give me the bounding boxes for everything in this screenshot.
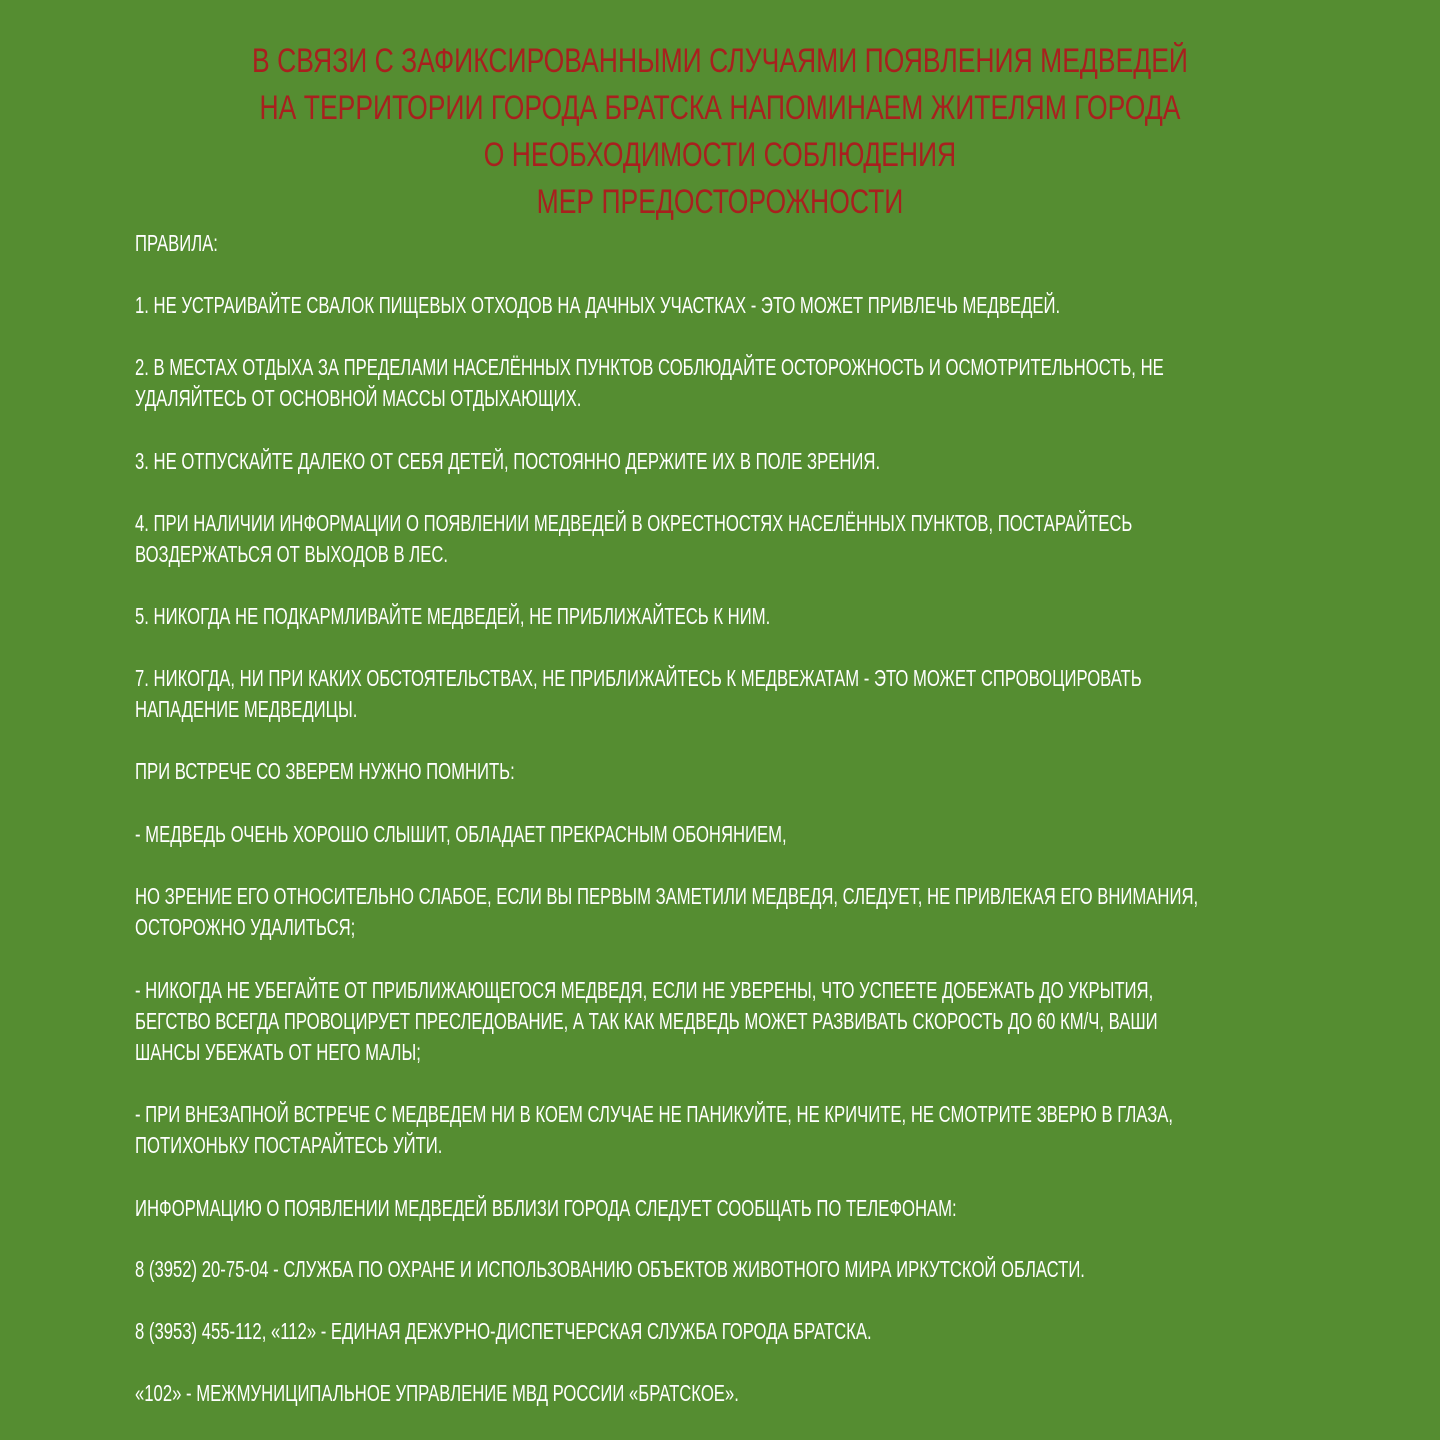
rule-item-7 [135, 663, 1295, 725]
encounter-item-3 [135, 975, 1295, 1068]
rule-item-2 [135, 352, 1295, 414]
contact-line: 8 (3953) 455-112, «112» - ЕДИНАЯ ДЕЖУРНО-ДИСПЕТЧЕРСКАЯ СЛУЖБА ГОРОДА БРАТСКА. [135, 1318, 872, 1344]
rule-line: ВОЗДЕРЖАТЬСЯ ОТ ВЫХОДОВ В ЛЕС. [135, 541, 449, 567]
encounter-line: ПОТИХОНЬКУ ПОСТАРАЙТЕСЬ УЙТИ. [135, 1132, 443, 1158]
encounter-line: ОСТОРОЖНО УДАЛИТЬСЯ; [135, 914, 356, 940]
rule-line: 3. НЕ ОТПУСКАЙТЕ ДАЛЕКО ОТ СЕБЯ ДЕТЕЙ, ПОСТОЯННО ДЕРЖИТЕ ИХ В ПОЛЕ ЗРЕНИЯ. [135, 448, 881, 474]
encounter-line: - НИКОГДА НЕ УБЕГАЙТЕ ОТ ПРИБЛИЖАЮЩЕГОСЯ МЕДВЕДЯ, ЕСЛИ НЕ УВЕРЕНЫ, ЧТО УСПЕЕТЕ ДОБЕЖАТЬ ДО УКРЫТИЯ, [135, 977, 1154, 1003]
title-line: В СВЯЗИ С ЗАФИКСИРОВАННЫМИ СЛУЧАЯМИ ПОЯВЛЕНИЯ МЕДВЕДЕЙ [252, 42, 1188, 80]
encounter-heading-text: ПРИ ВСТРЕЧЕ СО ЗВЕРЕМ НУЖНО ПОМНИТЬ: [135, 758, 515, 784]
contact-line: 8 (3952) 20-75-04 - СЛУЖБА ПО ОХРАНЕ И ИСПОЛЬЗОВАНИЮ ОБЪЕКТОВ ЖИВОТНОГО МИРА ИРКУТСКОЙ ОБЛАСТИ. [135, 1256, 1085, 1282]
rule-line: 1. НЕ УСТРАИВАЙТЕ СВАЛОК ПИЩЕВЫХ ОТХОДОВ НА ДАЧНЫХ УЧАСТКАХ - ЭТО МОЖЕТ ПРИВЛЕЧЬ МЕДВЕДЕЙ. [135, 292, 1061, 318]
encounter-line: БЕГСТВО ВСЕГДА ПРОВОЦИРУЕТ ПРЕСЛЕДОВАНИЕ, А ТАК КАК МЕДВЕДЬ МОЖЕТ РАЗВИВАТЬ СКОРОСТЬ ДО 60 КМ/Ч, ВАШИ [135, 1008, 1158, 1034]
rule-item-1 [135, 290, 1295, 321]
contact-line: «102» - МЕЖМУНИЦИПАЛЬНОЕ УПРАВЛЕНИЕ МВД РОССИИ «БРАТСКОЕ». [135, 1380, 739, 1406]
contact-item-3 [135, 1378, 1295, 1409]
encounter-line: НО ЗРЕНИЕ ЕГО ОТНОСИТЕЛЬНО СЛАБОЕ, ЕСЛИ ВЫ ПЕРВЫМ ЗАМЕТИЛИ МЕДВЕДЯ, СЛЕДУЕТ, НЕ ПРИВЛЕКАЯ ЕГО ВНИМАНИЯ, [135, 883, 1199, 909]
rule-item-5 [135, 601, 1295, 632]
rule-line: 4. ПРИ НАЛИЧИИ ИНФОРМАЦИИ О ПОЯВЛЕНИИ МЕДВЕДЕЙ В ОКРЕСТНОСТЯХ НАСЕЛЁННЫХ ПУНКТОВ, ПОСТАРАЙТЕСЬ [135, 510, 1133, 536]
encounter-heading [135, 756, 1295, 787]
encounter-line: - МЕДВЕДЬ ОЧЕНЬ ХОРОШО СЛЫШИТ, ОБЛАДАЕТ ПРЕКРАСНЫМ ОБОНЯНИЕМ, [135, 821, 787, 847]
rule-line: НАПАДЕНИЕ МЕДВЕДИЦЫ. [135, 696, 358, 722]
encounter-line: ШАНСЫ УБЕЖАТЬ ОТ НЕГО МАЛЫ; [135, 1039, 421, 1065]
rules-heading-text: ПРАВИЛА: [135, 230, 218, 256]
contacts-heading-text: ИНФОРМАЦИЮ О ПОЯВЛЕНИИ МЕДВЕДЕЙ ВБЛИЗИ ГОРОДА СЛЕДУЕТ СООБЩАТЬ ПО ТЕЛЕФОНАМ: [135, 1195, 957, 1221]
title-line: МЕР ПРЕДОСТОРОЖНОСТИ [536, 183, 904, 221]
rule-item-3 [135, 446, 1295, 477]
notice-title [158, 38, 1281, 226]
rule-item-4 [135, 508, 1295, 570]
rule-line: 5. НИКОГДА НЕ ПОДКАРМЛИВАЙТЕ МЕДВЕДЕЙ, НЕ ПРИБЛИЖАЙТЕСЬ К НИМ. [135, 603, 771, 629]
encounter-item-4 [135, 1099, 1295, 1161]
contact-item-2 [135, 1316, 1295, 1347]
encounter-line: - ПРИ ВНЕЗАПНОЙ ВСТРЕЧЕ С МЕДВЕДЕМ НИ В КОЕМ СЛУЧАЕ НЕ ПАНИКУЙТЕ, НЕ КРИЧИТЕ, НЕ СМОТРИТЕ ЗВЕРЮ В ГЛАЗА, [135, 1101, 1174, 1127]
rule-line: 7. НИКОГДА, НИ ПРИ КАКИХ ОБСТОЯТЕЛЬСТВАХ, НЕ ПРИБЛИЖАЙТЕСЬ К МЕДВЕЖАТАМ - ЭТО МОЖЕТ СПРОВОЦИРОВАТЬ [135, 665, 1142, 691]
encounter-item-2 [135, 881, 1295, 943]
contact-item-1 [135, 1254, 1295, 1285]
title-line: НА ТЕРРИТОРИИ ГОРОДА БРАТСКА НАПОМИНАЕМ ЖИТЕЛЯМ ГОРОДА [259, 89, 1181, 127]
rule-line: УДАЛЯЙТЕСЬ ОТ ОСНОВНОЙ МАССЫ ОТДЫХАЮЩИХ. [135, 385, 582, 411]
contacts-heading [135, 1193, 1295, 1224]
rules-heading [135, 228, 1295, 259]
title-line: О НЕОБХОДИМОСТИ СОБЛЮДЕНИЯ [483, 136, 957, 174]
rule-line: 2. В МЕСТАХ ОТДЫХА ЗА ПРЕДЕЛАМИ НАСЕЛЁННЫХ ПУНКТОВ СОБЛЮДАЙТЕ ОСТОРОЖНОСТЬ И ОСМОТРИТЕЛЬНОСТЬ, НЕ [135, 354, 1164, 380]
encounter-item-1 [135, 819, 1295, 850]
